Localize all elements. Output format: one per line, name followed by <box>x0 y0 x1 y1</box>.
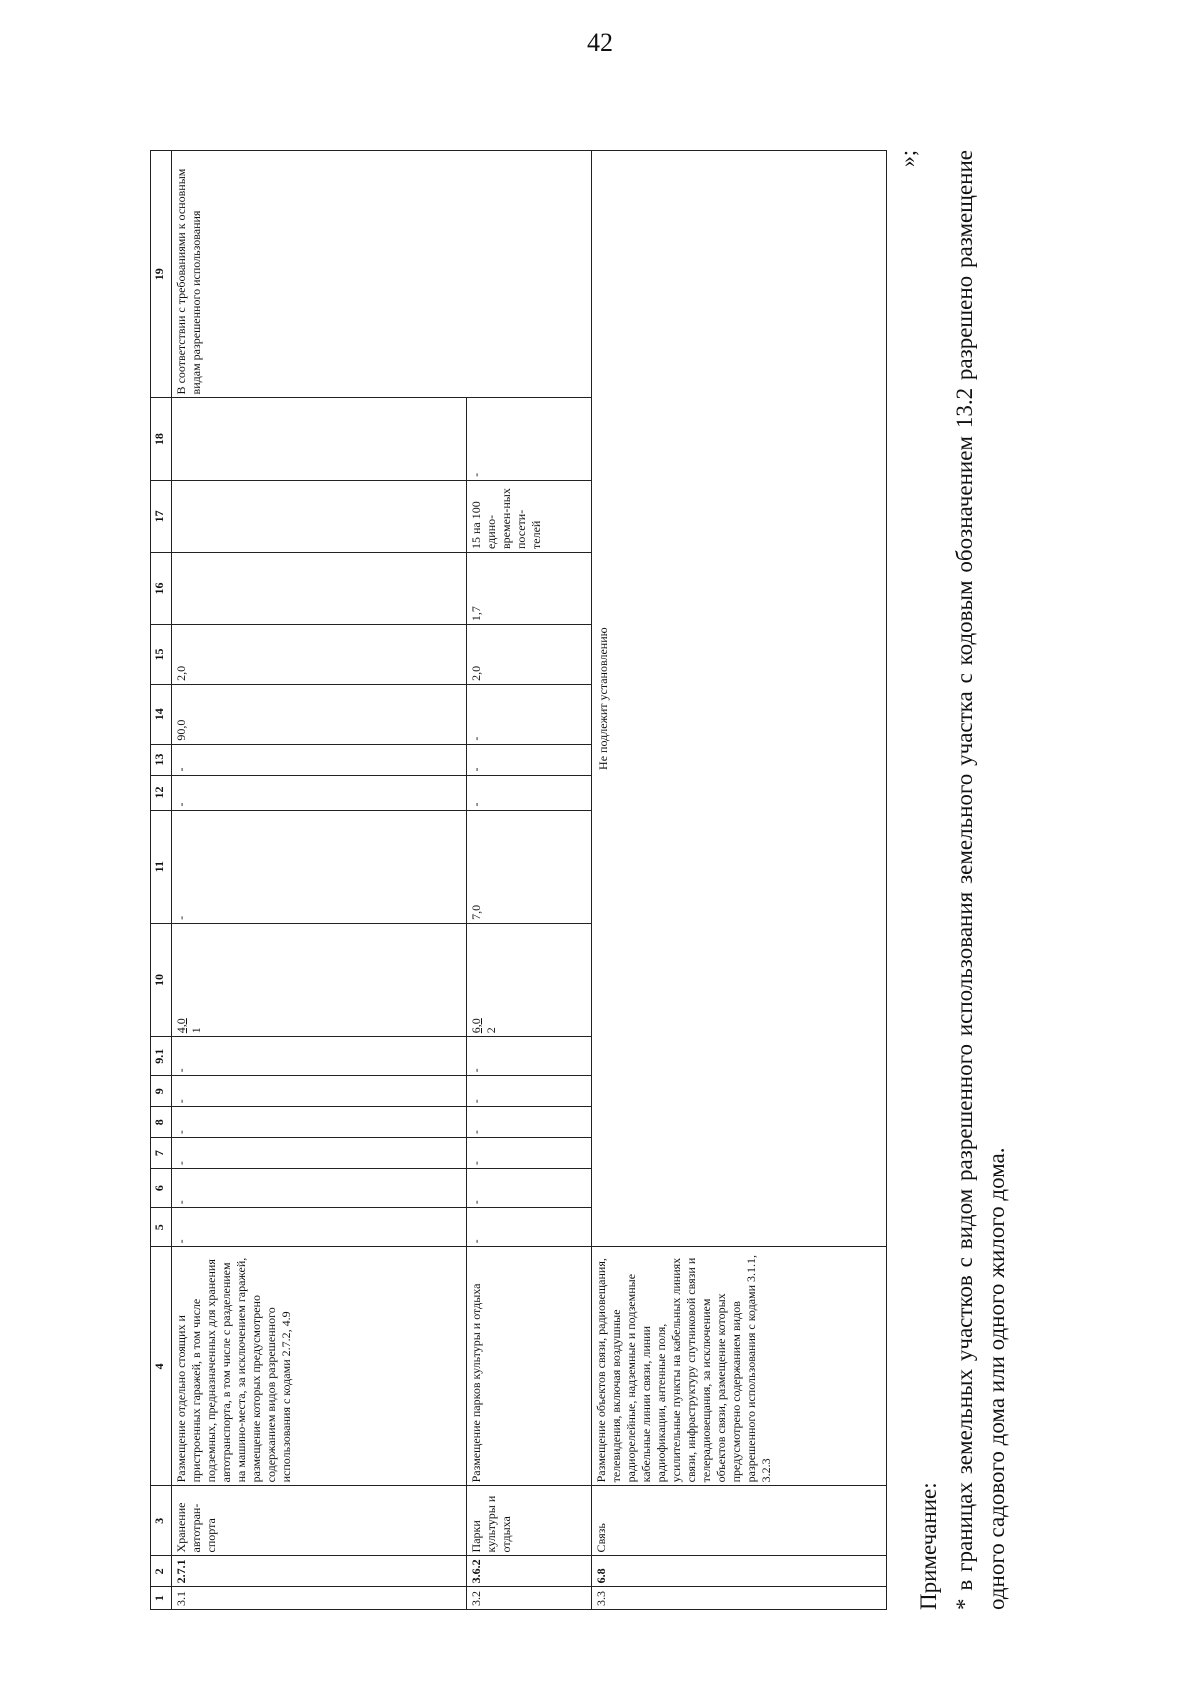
value-cell: 7,0 <box>467 810 592 923</box>
header-cell: 1 <box>151 1587 172 1610</box>
fraction-numerator: 4,0 <box>174 1018 188 1034</box>
value-cell: - <box>172 810 467 923</box>
value-cell: - <box>172 775 467 810</box>
header-cell: 19 <box>151 151 172 398</box>
value-cell: - <box>172 1169 467 1208</box>
row-number: 3.3 <box>592 1587 887 1610</box>
header-cell: 18 <box>151 398 172 480</box>
header-cell: 14 <box>151 684 172 744</box>
value-cell: - <box>467 1107 592 1138</box>
value-cell: - <box>172 1037 467 1076</box>
requirements-cell: В соответствии с требованиями к основным видам разрешенного использования <box>172 151 592 398</box>
header-cell: 16 <box>151 552 172 624</box>
header-cell: 17 <box>151 480 172 552</box>
header-cell: 12 <box>151 775 172 810</box>
value-cell: - <box>467 775 592 810</box>
value-cell <box>172 480 467 552</box>
value-cell: - <box>172 744 467 775</box>
notes-text: * в границах земельных участков с видом разрешенного использования земельного участка с кодовым обозначением 13.2 разрешено размещение одного садового дома или одного жилого дома. <box>952 150 1010 1610</box>
value-cell: 2,0 <box>467 625 592 685</box>
value-cell: - <box>467 684 592 744</box>
table-row <box>592 151 887 1610</box>
description-cell: Размещение отдельно стоящих и пристроенных гаражей, в том числе подземных, предназначенных для хранения автотранспорта, в том числе с разделением на машино-места, за исключением гаражей, размещение которых предусмотрено содержанием видов разрешенного использования с кодами 2.7.2, 4.9 <box>172 1247 467 1486</box>
value-cell: - <box>467 1138 592 1169</box>
value-cell: - <box>467 1169 592 1208</box>
page-number: 42 <box>587 28 613 57</box>
value-cell: 1,7 <box>467 552 592 624</box>
rotated-content <box>150 130 1050 1610</box>
code-cell: 2.7.1 <box>172 1556 467 1587</box>
header-cell: 6 <box>151 1169 172 1208</box>
use-name-cell: Связь <box>592 1486 887 1556</box>
table-header-row <box>151 151 172 1610</box>
fraction-numerator: 6,0 <box>469 1018 483 1034</box>
notes-title: Примечание: <box>916 1482 941 1610</box>
value-cell: - <box>467 1037 592 1076</box>
header-cell: 9 <box>151 1076 172 1107</box>
row-number: 3.1 <box>172 1587 467 1610</box>
header-cell: 3 <box>151 1486 172 1556</box>
description-cell: Размещение парков культуры и отдыха <box>467 1247 592 1486</box>
header-cell: 5 <box>151 1208 172 1247</box>
value-cell: - <box>172 1107 467 1138</box>
header-cell: 11 <box>151 810 172 923</box>
fraction-denominator: 1 <box>189 1027 203 1034</box>
header-cell: 8 <box>151 1107 172 1138</box>
use-name-cell: Парки культуры и отдыха <box>467 1486 592 1556</box>
header-cell: 10 <box>151 923 172 1036</box>
fraction-cell <box>172 923 467 1036</box>
use-name-cell: Хранение автотран-спорта <box>172 1486 467 1556</box>
header-cell: 9.1 <box>151 1037 172 1076</box>
header-cell: 2 <box>151 1556 172 1587</box>
value-cell: 90,0 <box>172 684 467 744</box>
code-cell: 6.8 <box>592 1556 887 1587</box>
value-cell: - <box>467 398 592 480</box>
value-cell: - <box>467 744 592 775</box>
code-cell: 3.6.2 <box>467 1556 592 1587</box>
fraction-denominator: 2 <box>484 1027 498 1034</box>
header-cell: 13 <box>151 744 172 775</box>
value-cell: - <box>172 1076 467 1107</box>
value-cell: - <box>172 1208 467 1247</box>
table-row <box>172 151 467 1610</box>
notes-section <box>895 150 1014 1610</box>
fraction-cell <box>467 923 592 1036</box>
value-cell <box>172 552 467 624</box>
value-cell: 15 на 100 едино-времен-ных посети-телей <box>467 480 592 552</box>
header-cell: 15 <box>151 625 172 685</box>
description-cell: Размещение объектов связи, радиовещания, телевидения, включая воздушные радиорелейные, надземные и подземные кабельные линии связи, линии радиофикации, антенные поля, усилительные пункты на кабельных линиях связи, инфраструктуру спутниковой связи и телерадиовещания, за исключением объектов связи, размещение которых предусмотрено содержанием видов разрешенного использования с кодами 3.1.1, 3.2.3 <box>592 1247 887 1486</box>
row-number: 3.2 <box>467 1587 592 1610</box>
header-cell: 4 <box>151 1247 172 1486</box>
regulations-table <box>150 150 887 1610</box>
value-cell: - <box>467 1208 592 1247</box>
value-cell <box>172 398 467 480</box>
value-cell: 2,0 <box>172 625 467 685</box>
closing-quote: »; <box>895 150 920 168</box>
value-cell: - <box>172 1138 467 1169</box>
not-established-note: Не подлежит установлению <box>592 151 887 1247</box>
header-cell: 7 <box>151 1138 172 1169</box>
value-cell: - <box>467 1076 592 1107</box>
